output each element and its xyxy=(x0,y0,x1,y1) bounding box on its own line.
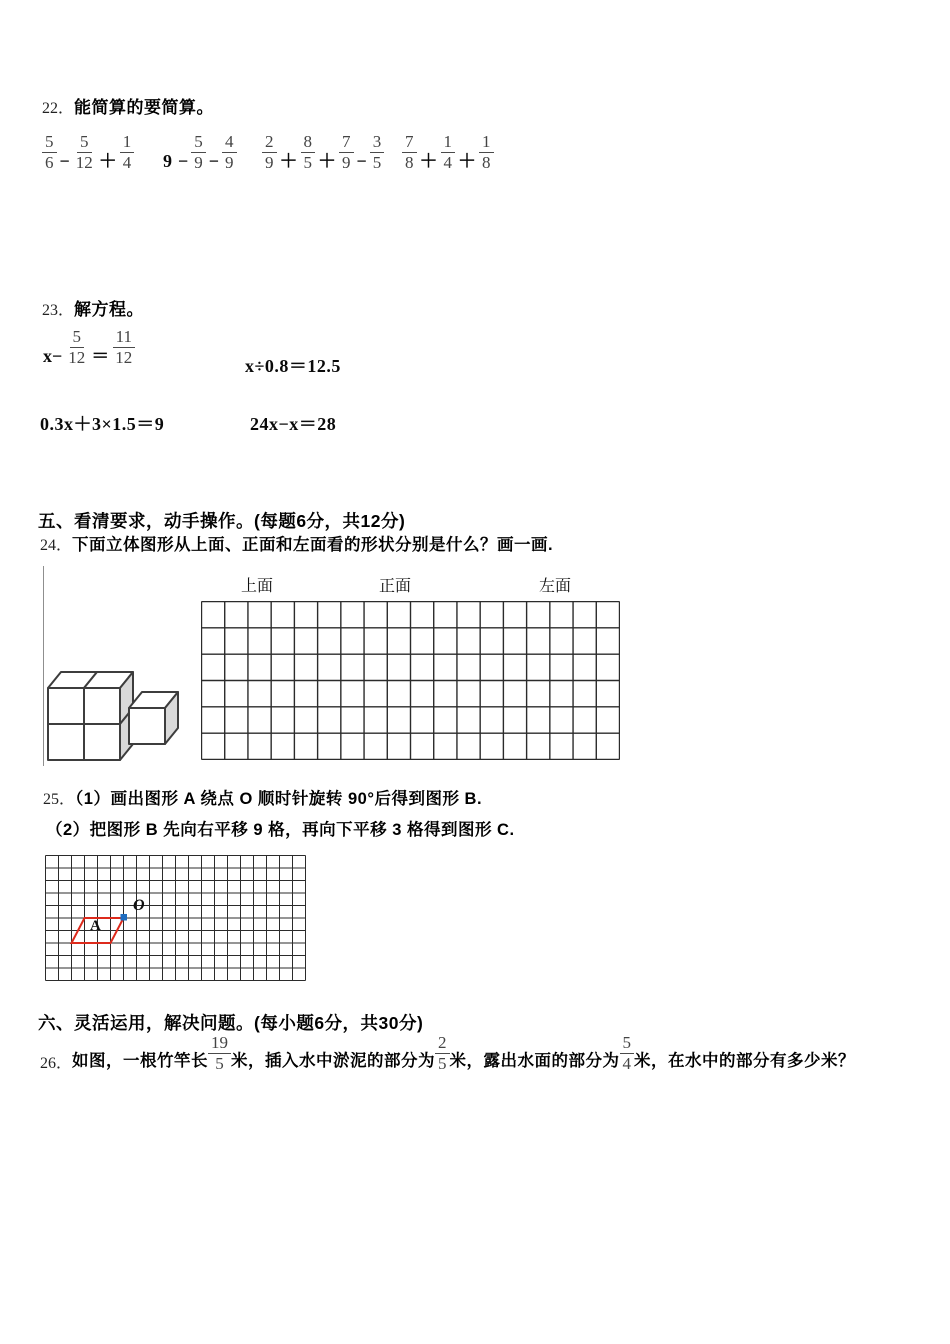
math-operator: − xyxy=(59,151,70,172)
question-text: 米，露出水面的部分为 xyxy=(449,1051,620,1070)
q25-line2: （2）把图形 B 先向右平移 9 格，再向下平移 3 格得到图形 C. xyxy=(46,821,515,839)
fraction: $\frac{5}{4}$ xyxy=(620,1034,635,1074)
math-operator: x− xyxy=(43,346,63,367)
math-operator: ＋ xyxy=(279,151,298,172)
cube-figure xyxy=(44,634,194,769)
fraction: $\frac{2}{9}$ xyxy=(262,133,277,173)
fraction: $\frac{4}{9}$ xyxy=(222,133,237,173)
q26-text-line xyxy=(40,1034,855,1074)
q24-answer-grid[interactable] xyxy=(201,601,620,760)
q24-text: 下面立体图形从上面、正面和左面看的形状分别是什么？画一画. xyxy=(72,536,554,554)
fraction: $\frac{5}{9}$ xyxy=(191,133,206,173)
q25-rotation-grid[interactable] xyxy=(45,855,306,981)
question-text: 米，在水中的部分有多少米？ xyxy=(634,1051,856,1070)
q23-heading xyxy=(42,295,144,320)
q23-equation-4: 24x−x＝28 xyxy=(250,414,337,434)
fraction: $\frac{11}{12}$ xyxy=(112,328,135,368)
math-operator: ＋ xyxy=(98,151,117,172)
view-label-left: 左面 xyxy=(539,578,572,595)
q22-title: 能简算的要简算。 xyxy=(74,98,215,117)
q23-equation-3: 0.3x＋3×1.5＝9 xyxy=(40,414,165,434)
fraction: $\frac{3}{5}$ xyxy=(370,133,385,173)
fraction: $\frac{5}{6}$ xyxy=(42,133,57,173)
cube-face xyxy=(84,724,120,760)
point-o-label: O xyxy=(133,897,145,914)
math-operator: − xyxy=(208,151,220,172)
q22-expression-2 xyxy=(160,133,237,173)
shape-a-label: A xyxy=(90,918,101,934)
q22-number: 22． xyxy=(42,100,75,117)
q23-title: 解方程。 xyxy=(74,300,145,319)
q25-number: 25． xyxy=(43,791,76,808)
q24-number: 24． xyxy=(40,537,73,554)
q22-heading xyxy=(42,93,214,118)
cube-face xyxy=(129,708,165,744)
fraction: $\frac{5}{12}$ xyxy=(75,132,93,173)
q24-text-line xyxy=(40,532,553,558)
fraction: $\frac{1}{4}$ xyxy=(120,133,135,173)
point-o-dot xyxy=(121,914,128,921)
fraction: $\frac{8}{5}$ xyxy=(301,133,316,173)
fraction: $\frac{1}{8}$ xyxy=(479,133,494,173)
math-operator: − xyxy=(356,151,367,172)
q23-equation-2: x÷0.8＝12.5 xyxy=(245,356,341,376)
section5-heading: 五、看清要求，动手操作。(每题6分，共12分) xyxy=(38,511,406,531)
q23-equation-1 xyxy=(40,328,135,368)
fraction: $\frac{7}{8}$ xyxy=(402,133,417,173)
fraction: $\frac{2}{5}$ xyxy=(435,1034,450,1074)
fraction: $\frac{7}{9}$ xyxy=(339,133,354,173)
q22-expression-1 xyxy=(42,133,134,173)
math-operator: 9 xyxy=(163,151,172,172)
math-operator: ＋ xyxy=(318,151,336,172)
question-text: 如图，一根竹竿长 xyxy=(72,1051,209,1070)
q22-expression-3 xyxy=(262,133,384,173)
q23-number: 23． xyxy=(42,302,75,319)
fraction: $\frac{1}{4}$ xyxy=(441,133,456,173)
cube-face xyxy=(48,724,84,760)
view-label-top: 上面 xyxy=(241,578,274,595)
math-operator: ＋ xyxy=(458,151,476,172)
section6-heading: 六、灵活运用，解决问题。(每小题6分，共30分) xyxy=(38,1013,424,1033)
fraction: $\frac{5}{12}$ xyxy=(68,327,86,368)
question-text: 米，插入水中淤泥的部分为 xyxy=(231,1051,436,1070)
q25-line1-wrap xyxy=(43,786,482,812)
view-label-front: 正面 xyxy=(379,578,412,595)
q22-expression-4 xyxy=(402,133,494,173)
math-operator: ＝ xyxy=(91,346,110,367)
cube-face xyxy=(48,688,84,724)
q25-line1: （1）画出图形 A 绕点 O 顺时针旋转 90°后得到图形 B. xyxy=(75,790,483,808)
q26-number: 26． xyxy=(40,1054,73,1072)
math-operator: ＋ xyxy=(419,151,438,172)
math-operator: − xyxy=(178,151,189,172)
cube-face xyxy=(84,688,120,724)
fraction: $\frac{19}{5}$ xyxy=(208,1034,231,1074)
q26-statement xyxy=(72,1034,855,1074)
